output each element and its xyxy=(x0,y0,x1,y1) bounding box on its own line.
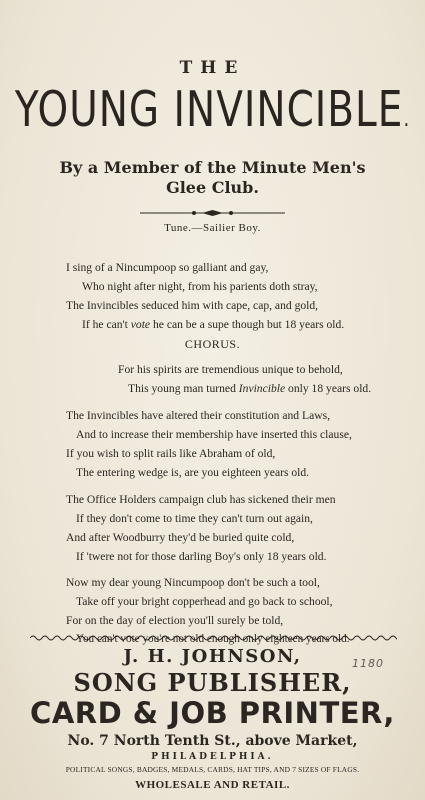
verse-line: The Invincibles have altered their constitution and Laws, xyxy=(66,409,330,422)
goods-line: POLITICAL SONGS, BADGES, MEDALS, CARDS, HAT TIPS, AND 7 SIZES OF FLAGS. xyxy=(65,765,360,774)
publisher-name: J. H. JOHNSON, xyxy=(123,646,302,667)
verse-line: If they don't come to time they can't turn out again, xyxy=(76,512,313,525)
card-job-printer-line: CARD & JOB PRINTER, xyxy=(30,696,395,730)
verse-line: Take off your bright copperhead and go back to school, xyxy=(76,595,333,608)
verse-line: If he can't vote he can be a supe though but 18 years old. xyxy=(82,318,345,331)
chorus-line: This young man turned Invincible only 18 years old. xyxy=(128,382,372,395)
title-text: YOUNG INVINCIBLE xyxy=(14,82,404,139)
verse-line: The entering wedge is, are you eighteen years old. xyxy=(76,466,310,479)
address-line: No. 7 North Tenth St., above Market, xyxy=(67,733,358,749)
chorus-line: For his spirits are tremendious unique to behold, xyxy=(118,363,343,376)
trade-line: WHOLESALE AND RETAIL. xyxy=(135,779,290,791)
byline xyxy=(30,158,395,198)
wavy-rule-icon xyxy=(30,633,397,643)
tune-line: Tune.—Sailier Boy. xyxy=(164,222,261,234)
byline-line-2: Glee Club. xyxy=(166,178,259,197)
heading-the: THE xyxy=(179,58,246,78)
ornament-divider-icon xyxy=(140,210,285,216)
page-title xyxy=(0,82,425,138)
verse-line: I sing of a Nincumpoop so galliant and gay, xyxy=(66,261,269,274)
verse-line: The Office Holders campaign club has sickened their men xyxy=(66,493,336,506)
title-period: . xyxy=(403,105,411,132)
city-line: PHILADELPHIA. xyxy=(151,752,274,762)
chorus-heading: CHORUS. xyxy=(184,337,241,351)
verse-line: And after Woodburry they'd be buried quite cold, xyxy=(66,531,295,544)
verse-line: Who night after night, from his parients doth stray, xyxy=(82,280,318,293)
verse-line: Now my dear young Nincumpoop don't be such a tool, xyxy=(66,576,320,589)
byline-line-1: By a Member of the Minute Men's xyxy=(59,158,366,177)
verse-line: The Invincibles seduced him with cape, cap, and gold, xyxy=(66,299,319,312)
verse-line: If 'twere not for those darling Boy's only 18 years old. xyxy=(76,550,327,563)
handwritten-annotation: 1180 xyxy=(352,657,384,670)
verse-line: You can't vote you're not old enough only eighteen years old. xyxy=(76,633,350,645)
verse-line: And to increase their membership have inserted this clause, xyxy=(76,428,352,441)
song-publisher-line: SONG PUBLISHER, xyxy=(73,668,352,697)
verse-line: For on the day of election you'll surely be told, xyxy=(66,614,284,627)
verse-line: If you wish to split rails like Abraham of old, xyxy=(66,447,276,460)
